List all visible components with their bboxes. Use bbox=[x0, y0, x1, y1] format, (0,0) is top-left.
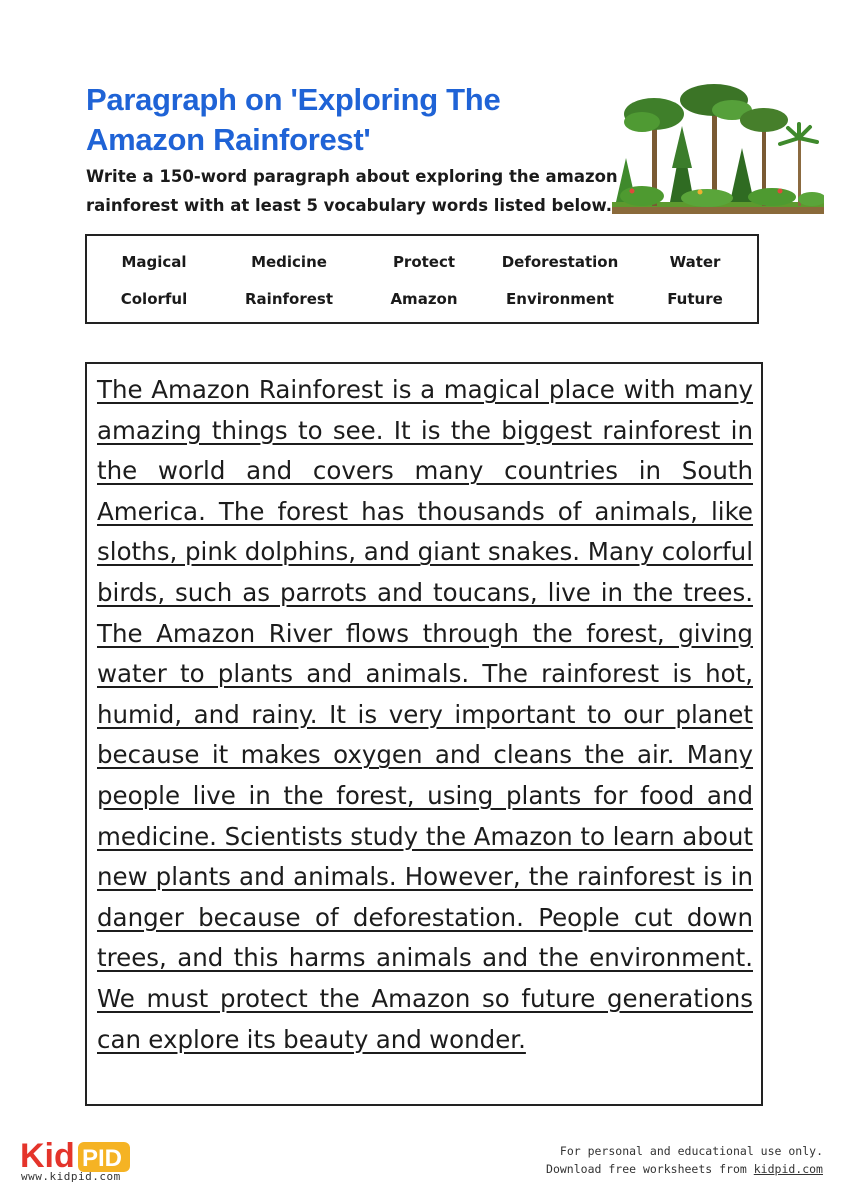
footer-note bbox=[546, 1142, 823, 1178]
vocab-word: Water bbox=[669, 253, 721, 271]
svg-text:Kid: Kid bbox=[20, 1137, 75, 1175]
footer-prefix: Download free worksheets from bbox=[546, 1162, 754, 1176]
footer-line-1: For personal and educational use only. bbox=[559, 1144, 823, 1158]
vocab-word: Environment bbox=[506, 290, 614, 308]
vocab-word: Magical bbox=[121, 253, 187, 271]
worksheet-title: Paragraph on 'Exploring The Amazon Rainforest' bbox=[86, 82, 501, 157]
vocab-word: Amazon bbox=[390, 290, 458, 308]
footer-line-2 bbox=[546, 1160, 823, 1178]
vocab-word: Deforestation bbox=[501, 253, 619, 271]
svg-text:PID: PID bbox=[82, 1145, 123, 1172]
rainforest-trees-illustration bbox=[612, 78, 824, 218]
vocab-word: Medicine bbox=[251, 253, 327, 271]
vocab-word: Future bbox=[667, 290, 723, 308]
vocab-word: Rainforest bbox=[245, 290, 333, 308]
footer-link[interactable]: kidpid.com bbox=[753, 1162, 823, 1176]
vocab-word: Protect bbox=[392, 253, 456, 271]
vocabulary-box bbox=[85, 234, 759, 324]
paragraph-box bbox=[85, 362, 763, 1106]
logo-url: www.kidpid.com bbox=[21, 1170, 121, 1183]
paragraph-text: The Amazon Rainforest is a magical place with many amazing things to see. It is the biggest rainforest in the world and covers many countries in South America. The forest has thousands of animals, like sloths, pink dolphins, and giant snakes. Many colorful birds, such as parrots and toucans, live in the trees. The Amazon River flows through the forest, giving water to plants and animals. The rainforest is hot, humid, and rainy. It is very important to our planet because it makes oxygen and cleans the air. Many people live in the forest, using plants for food and medicine. Scientists study the Amazon to learn about new plants and animals. However, the rainforest is in danger because of deforestation. People cut down trees, and this harms animals and the environment. We must protect the Amazon so future generations can explore its beauty and wonder. bbox=[97, 375, 753, 1054]
worksheet-instructions: Write a 150-word paragraph about exploring the amazon rainforest with at least 5 vocabulary words listed below. bbox=[86, 167, 618, 215]
vocab-word: Colorful bbox=[120, 290, 188, 308]
